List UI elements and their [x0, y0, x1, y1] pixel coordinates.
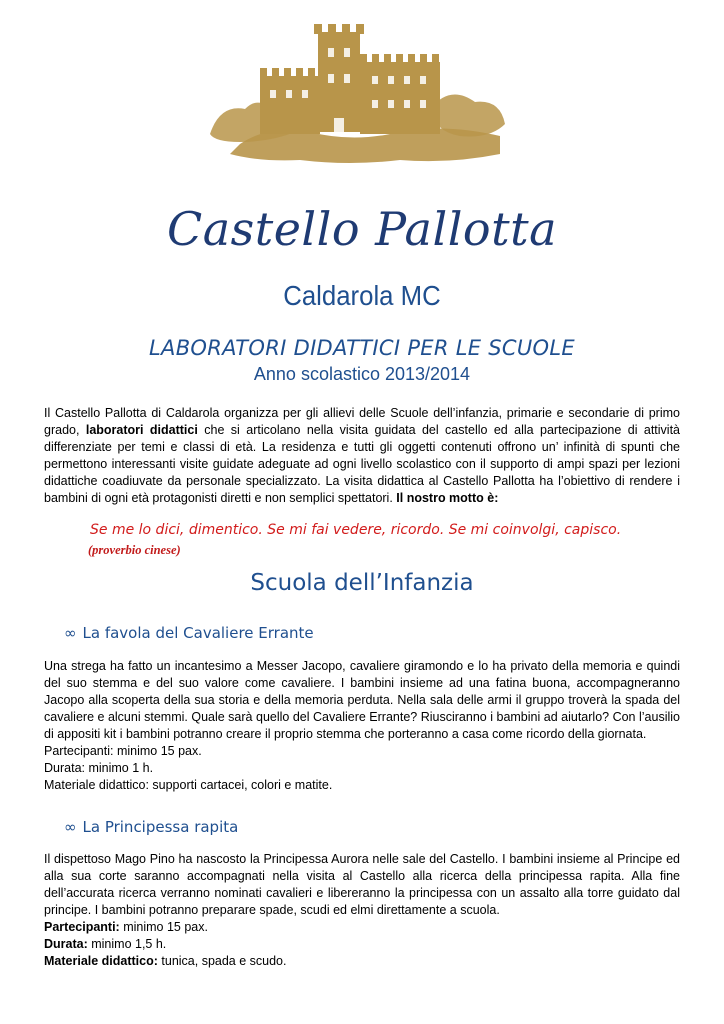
page-subtitle: Caldarola MC	[283, 280, 441, 311]
lab-description	[44, 658, 680, 794]
lab-title: La Principessa rapita	[82, 818, 239, 836]
lab-heading	[64, 818, 238, 836]
page-title: Castello Pallotta	[167, 202, 557, 256]
section-title: LABORATORI DIDATTICI PER LE SCUOLE	[149, 336, 575, 360]
intro-text-2: che si articolano nella visita guidata del castello ed alla partecipazione di attività differenziate per temi e classi di età. La residenza e tutti gli oggetti contenuti offrono un’ infinità di spunti che permettono interessanti visite guidate adeguate ad ogni livello scolastico con il supporto di ampi spazi per lezioni didattiche coadiuvate da personale specializzato. La visita didattica al Castello Pallotta ha l’obiettivo di rendere i bambini di ogni età protagonisti diretti e non semplici spettatori.	[44, 423, 681, 505]
lab-text: Una strega ha fatto un incantesimo a Messer Jacopo, cavaliere giramondo e lo ha privato della memoria e quindi del suo stemma e del suo valore come cavaliere. I bambini insieme ad una fatina buona, accompagneranno Jacopo alla scoperta della sua storia e della memoria perduta. Nella sala delle armi il gruppo troverà la spada del cavaliere e alcuni stemmi. Quale sarà quello del Cavaliere Errante? Riusciranno i bambini ad aiutarlo? Con l’ausilio di appositi kit i bambini potranno creare il proprio stemma che porteranno a casa come ricordo della giornata.	[44, 659, 680, 741]
lab-duration: Durata: minimo 1 h.	[44, 761, 154, 775]
lab-participants	[44, 919, 680, 936]
proverb-source: (proverbio cinese)	[88, 543, 181, 557]
intro-bold-1: laboratori didattici	[85, 423, 198, 437]
intro-paragraph	[44, 405, 680, 507]
material-value: tunica, spada e scudo.	[157, 954, 287, 968]
lab-heading	[64, 624, 314, 642]
intro-bold-2: Il nostro motto è:	[396, 491, 499, 505]
infinity-bullet-icon: ∞	[64, 818, 77, 836]
lab-title: La favola del Cavaliere Errante	[82, 624, 314, 642]
school-heading: Scuola dell’Infanzia	[250, 570, 474, 596]
motto: Se me lo dici, dimentico. Se mi fai vedere, ricordo. Se mi coinvolgi, capisco.	[90, 522, 622, 538]
participants-label: Partecipanti:	[44, 920, 120, 934]
lab-material	[44, 953, 680, 970]
lab-description	[44, 851, 680, 970]
lab-text: Il dispettoso Mago Pino ha nascosto la Principessa Aurora nelle sale del Castello. I bambini insieme al Principe ed alla sua corte saranno accompagnati nella visita al Castello alla ricerca della principessa rapita. Alla fine dell’accurata ricerca verranno nominati cavalieri e libereranno la principessa con un assalto alla torre guidato dal principe. I bambini potranno preparare spade, scudi ed elmi direttamente a scuola.	[44, 852, 680, 917]
duration-label: Durata:	[44, 937, 88, 951]
school-year: Anno scolastico 2013/2014	[253, 364, 471, 384]
lab-participants: Partecipanti: minimo 15 pax.	[44, 744, 202, 758]
intro-text-1: Il Castello Pallotta di Caldarola organizza per gli allievi delle Scuole dell’infanzia, primarie e secondarie di primo grado,	[44, 406, 680, 437]
duration-value: minimo 1,5 h.	[87, 937, 167, 951]
lab-duration	[44, 936, 680, 953]
lab-material: Materiale didattico: supporti cartacei, colori e matite.	[44, 778, 333, 792]
material-label: Materiale didattico:	[44, 954, 158, 968]
infinity-bullet-icon: ∞	[64, 624, 77, 642]
castle-logo-icon	[200, 14, 510, 176]
participants-value: minimo 15 pax.	[119, 920, 208, 934]
